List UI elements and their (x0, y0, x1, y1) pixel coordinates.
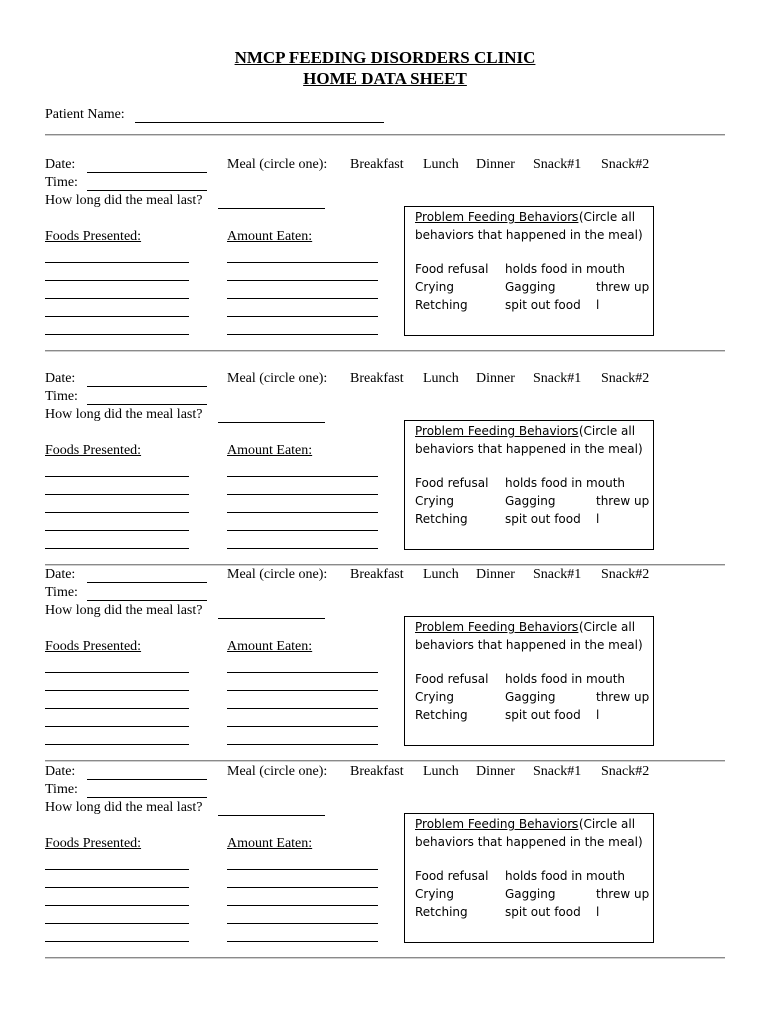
behavior-option[interactable]: Retching (415, 512, 468, 526)
behavior-option[interactable]: Crying (415, 494, 454, 508)
amount-eaten-label: Amount Eaten: (227, 836, 313, 851)
behavior-option[interactable]: Retching (415, 298, 468, 312)
food-entry-line[interactable] (45, 744, 189, 745)
food-entry-line[interactable] (45, 548, 189, 549)
behaviors-instruction: behaviors that happened in the meal) (415, 442, 643, 456)
behavior-option[interactable]: Gagging (505, 494, 556, 508)
amount-entry-line[interactable] (227, 548, 378, 549)
amount-entry-line[interactable] (227, 530, 378, 531)
date-field[interactable] (87, 172, 207, 173)
food-entry-line[interactable] (45, 512, 189, 513)
behavior-option[interactable]: Crying (415, 280, 454, 294)
behavior-option[interactable]: holds food in mouth (505, 262, 626, 276)
amount-entry-line[interactable] (227, 316, 378, 317)
food-entry-line[interactable] (45, 869, 189, 870)
amount-entry-line[interactable] (227, 298, 378, 299)
behavior-option[interactable]: Crying (415, 887, 454, 901)
behaviors-title: Problem Feeding Behaviors (415, 424, 579, 438)
time-field[interactable] (87, 600, 207, 601)
food-entry-line[interactable] (45, 905, 189, 906)
meal-option[interactable]: Snack#2 (601, 157, 650, 172)
time-field[interactable] (87, 190, 207, 191)
behavior-option[interactable]: Food refusal (415, 869, 489, 883)
food-entry-line[interactable] (45, 887, 189, 888)
behavior-option[interactable]: Gagging (505, 690, 556, 704)
amount-entry-line[interactable] (227, 262, 378, 263)
behavior-option[interactable]: Food refusal (415, 262, 489, 276)
time-field[interactable] (87, 797, 207, 798)
meal-option[interactable]: Dinner (476, 371, 515, 386)
amount-entry-line[interactable] (227, 690, 378, 691)
behavior-option[interactable]: Gagging (505, 280, 556, 294)
food-entry-line[interactable] (45, 280, 189, 281)
behaviors-instruction: : (Circle all (571, 620, 636, 634)
behavior-option[interactable]: threw up (596, 494, 650, 508)
food-entry-line[interactable] (45, 726, 189, 727)
divider (45, 957, 725, 959)
food-entry-line[interactable] (45, 476, 189, 477)
behaviors-instruction: : (Circle all (571, 817, 636, 831)
amount-entry-line[interactable] (227, 887, 378, 888)
amount-entry-line[interactable] (227, 280, 378, 281)
time-label: Time: (45, 389, 78, 404)
duration-label: How long did the meal last? (45, 407, 203, 422)
amount-eaten-label: Amount Eaten: (227, 443, 313, 458)
meal-option[interactable]: Breakfast (350, 567, 404, 582)
meal-option[interactable]: Snack#2 (601, 371, 650, 386)
amount-entry-line[interactable] (227, 941, 378, 942)
divider (45, 134, 725, 136)
behavior-option[interactable]: spit out food (505, 708, 581, 722)
duration-field[interactable] (218, 618, 325, 619)
behaviors-title: Problem Feeding Behaviors (415, 817, 579, 831)
duration-label: How long did the meal last? (45, 800, 203, 815)
foods-presented-label: Foods Presented: (45, 836, 142, 851)
food-entry-line[interactable] (45, 316, 189, 317)
duration-field[interactable] (218, 815, 325, 816)
meal-option[interactable]: Lunch (423, 371, 459, 386)
date-label: Date: (45, 567, 76, 582)
behaviors-title: Problem Feeding Behaviors (415, 620, 579, 634)
meal-label: Meal (circle one): (227, 371, 328, 386)
behaviors-instruction: behaviors that happened in the meal) (415, 638, 643, 652)
behavior-option[interactable]: threw up (596, 887, 650, 901)
meal-option[interactable]: Breakfast (350, 157, 404, 172)
amount-entry-line[interactable] (227, 923, 378, 924)
behavior-option[interactable]: Crying (415, 690, 454, 704)
meal-option[interactable]: Lunch (423, 567, 459, 582)
meal-label: Meal (circle one): (227, 764, 328, 779)
behavior-option[interactable]: spit out food (505, 512, 581, 526)
behavior-option[interactable]: holds food in mouth (505, 672, 626, 686)
meal-option[interactable]: Dinner (476, 157, 515, 172)
amount-entry-line[interactable] (227, 726, 378, 727)
page-subtitle: HOME DATA SHEET (303, 69, 467, 88)
date-field[interactable] (87, 779, 207, 780)
meal-label: Meal (circle one): (227, 567, 328, 582)
behaviors-instruction: behaviors that happened in the meal) (415, 228, 643, 242)
food-entry-line[interactable] (45, 530, 189, 531)
meal-option[interactable]: Dinner (476, 567, 515, 582)
behavior-option[interactable]: Retching (415, 708, 468, 722)
divider (45, 564, 725, 566)
divider (45, 760, 725, 762)
meal-option[interactable]: Snack#1 (533, 567, 582, 582)
date-label: Date: (45, 371, 76, 386)
date-field[interactable] (87, 582, 207, 583)
behaviors-instruction: : (Circle all (571, 210, 636, 224)
time-label: Time: (45, 175, 78, 190)
divider (45, 350, 725, 352)
meal-option[interactable]: Lunch (423, 764, 459, 779)
food-entry-line[interactable] (45, 494, 189, 495)
behavior-option[interactable]: holds food in mouth (505, 476, 626, 490)
page-title: NMCP FEEDING DISORDERS CLINIC (234, 48, 536, 67)
meal-option[interactable]: Snack#1 (533, 371, 582, 386)
meal-option[interactable]: Snack#2 (601, 567, 650, 582)
food-entry-line[interactable] (45, 334, 189, 335)
amount-entry-line[interactable] (227, 708, 378, 709)
meal-option[interactable]: Breakfast (350, 764, 404, 779)
behavior-option[interactable]: holds food in mouth (505, 869, 626, 883)
behaviors-instruction: behaviors that happened in the meal) (415, 835, 643, 849)
meal-option[interactable]: Breakfast (350, 371, 404, 386)
behavior-option[interactable]: threw up (596, 690, 650, 704)
food-entry-line[interactable] (45, 672, 189, 673)
amount-entry-line[interactable] (227, 905, 378, 906)
behaviors-title: Problem Feeding Behaviors (415, 210, 579, 224)
date-label: Date: (45, 157, 76, 172)
amount-entry-line[interactable] (227, 494, 378, 495)
behavior-option[interactable]: l (596, 708, 600, 722)
duration-label: How long did the meal last? (45, 603, 203, 618)
food-entry-line[interactable] (45, 708, 189, 709)
amount-eaten-label: Amount Eaten: (227, 229, 313, 244)
meal-label: Meal (circle one): (227, 157, 328, 172)
behavior-option[interactable]: Gagging (505, 887, 556, 901)
behavior-option[interactable]: l (596, 512, 600, 526)
food-entry-line[interactable] (45, 941, 189, 942)
amount-entry-line[interactable] (227, 672, 378, 673)
foods-presented-label: Foods Presented: (45, 229, 142, 244)
behaviors-instruction: : (Circle all (571, 424, 636, 438)
behavior-option[interactable]: l (596, 905, 600, 919)
meal-option[interactable]: Snack#1 (533, 764, 582, 779)
date-field[interactable] (87, 386, 207, 387)
behavior-option[interactable]: l (596, 298, 600, 312)
duration-field[interactable] (218, 422, 325, 423)
meal-option[interactable]: Dinner (476, 764, 515, 779)
behavior-option[interactable]: threw up (596, 280, 650, 294)
date-label: Date: (45, 764, 76, 779)
food-entry-line[interactable] (45, 298, 189, 299)
meal-option[interactable]: Lunch (423, 157, 459, 172)
duration-field[interactable] (218, 208, 325, 209)
amount-entry-line[interactable] (227, 334, 378, 335)
amount-entry-line[interactable] (227, 869, 378, 870)
behavior-option[interactable]: spit out food (505, 298, 581, 312)
food-entry-line[interactable] (45, 690, 189, 691)
foods-presented-label: Foods Presented: (45, 639, 142, 654)
behavior-option[interactable]: Retching (415, 905, 468, 919)
time-label: Time: (45, 782, 78, 797)
meal-option[interactable]: Snack#1 (533, 157, 582, 172)
patient-name-field[interactable] (135, 122, 384, 123)
time-label: Time: (45, 585, 78, 600)
food-entry-line[interactable] (45, 262, 189, 263)
amount-entry-line[interactable] (227, 476, 378, 477)
behavior-option[interactable]: spit out food (505, 905, 581, 919)
behavior-option[interactable]: Food refusal (415, 476, 489, 490)
duration-label: How long did the meal last? (45, 193, 203, 208)
amount-entry-line[interactable] (227, 512, 378, 513)
amount-entry-line[interactable] (227, 744, 378, 745)
foods-presented-label: Foods Presented: (45, 443, 142, 458)
amount-eaten-label: Amount Eaten: (227, 639, 313, 654)
food-entry-line[interactable] (45, 923, 189, 924)
meal-option[interactable]: Snack#2 (601, 764, 650, 779)
time-field[interactable] (87, 404, 207, 405)
patient-name-label: Patient Name: (45, 107, 125, 122)
behavior-option[interactable]: Food refusal (415, 672, 489, 686)
